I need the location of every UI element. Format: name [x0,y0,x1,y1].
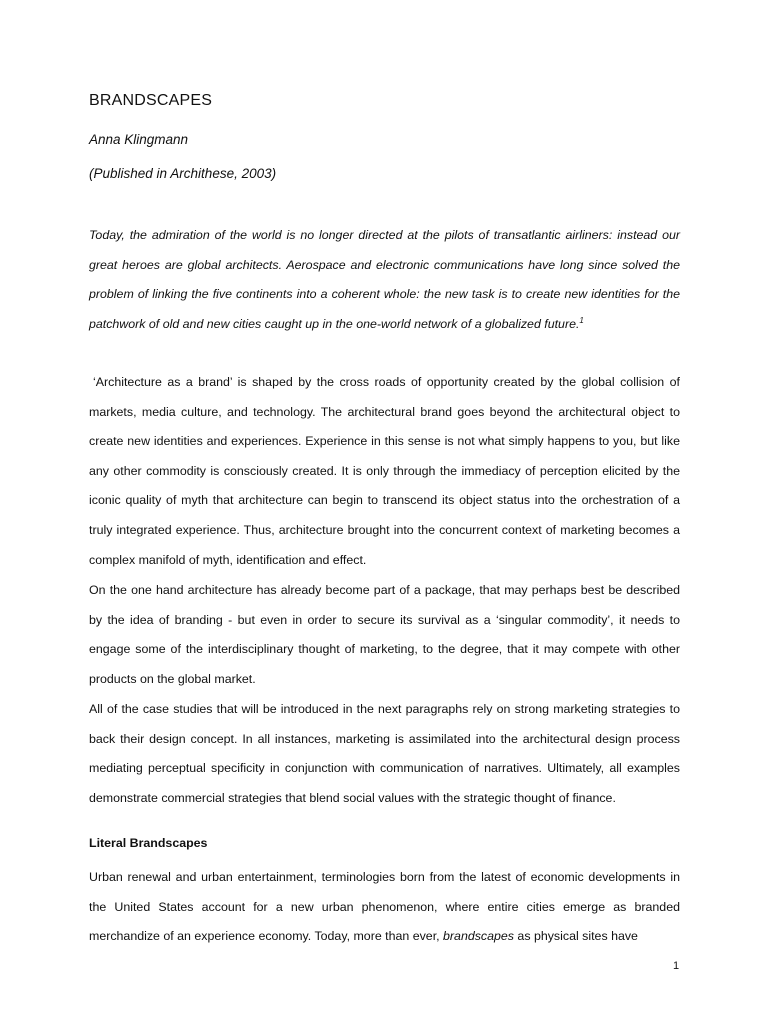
page-number: 1 [673,960,680,972]
paragraph-4-start: Urban renewal and urban entertainment, terminologies born from the latest of economic developments in the United States account for a new urban phenomenon, where entire cities emerge as branded merchandize of an experience economy. Today, more than ever, [89,870,680,944]
body-paragraph-1: ‘Architecture as a brand’ is shaped by the cross roads of opportunity created by the global collision of markets, media culture, and technology. The architectural brand goes beyond the architectural object to create new identities and experiences. Experience in this sense is not what simply happens to you, but like any other commodity is consciously created. It is only through the immediacy of perception elicited by the iconic quality of myth that architecture can begin to transcend its object status into the orchestration of a truly integrated experience. Thus, architecture brought into the concurrent context of marketing becomes a complex manifold of myth, identification and effect. [89,375,680,567]
paragraph-4-emphasis: brandscapes [443,929,514,944]
publication-note: (Published in Archithese, 2003) [89,166,277,181]
body-paragraph-2: On the one hand architecture has already become part of a package, that may perhaps best be described by the idea of branding - but even in order to secure its survival as a ‘singular commodity’, it needs to engage some of the interdisciplinary thought of marketing, to the degree, that it may compete with other products on the global market. [89,583,680,686]
body-paragraph-4 [89,863,680,952]
body-paragraph-3: All of the case studies that will be introduced in the next paragraphs rely on strong marketing strategies to back their design concept. In all instances, marketing is assimilated into the architectural design process mediating perceptual specificity in conjunction with communication of narratives. Ultimately, all examples demonstrate commercial strategies that blend social values with the strategic thought of finance. [89,702,680,805]
paragraph-4-end: as physical sites have [513,929,638,944]
intro-paragraph [89,221,680,339]
author-name: Anna Klingmann [89,132,189,147]
section-heading: Literal Brandscapes [89,836,208,850]
intro-text: Today, the admiration of the world is no longer directed at the pilots of transatlantic airliners: instead our great heroes are global architects. Aerospace and electronic communications have long since solved the problem of linking the five continents into a coherent whole: the new task is to create new identities for the patchwork of old and new cities caught up in the one-world network of a globalized future. [89,228,680,331]
footnote-marker[interactable]: 1 [579,315,584,325]
document-title: BRANDSCAPES [89,92,213,109]
